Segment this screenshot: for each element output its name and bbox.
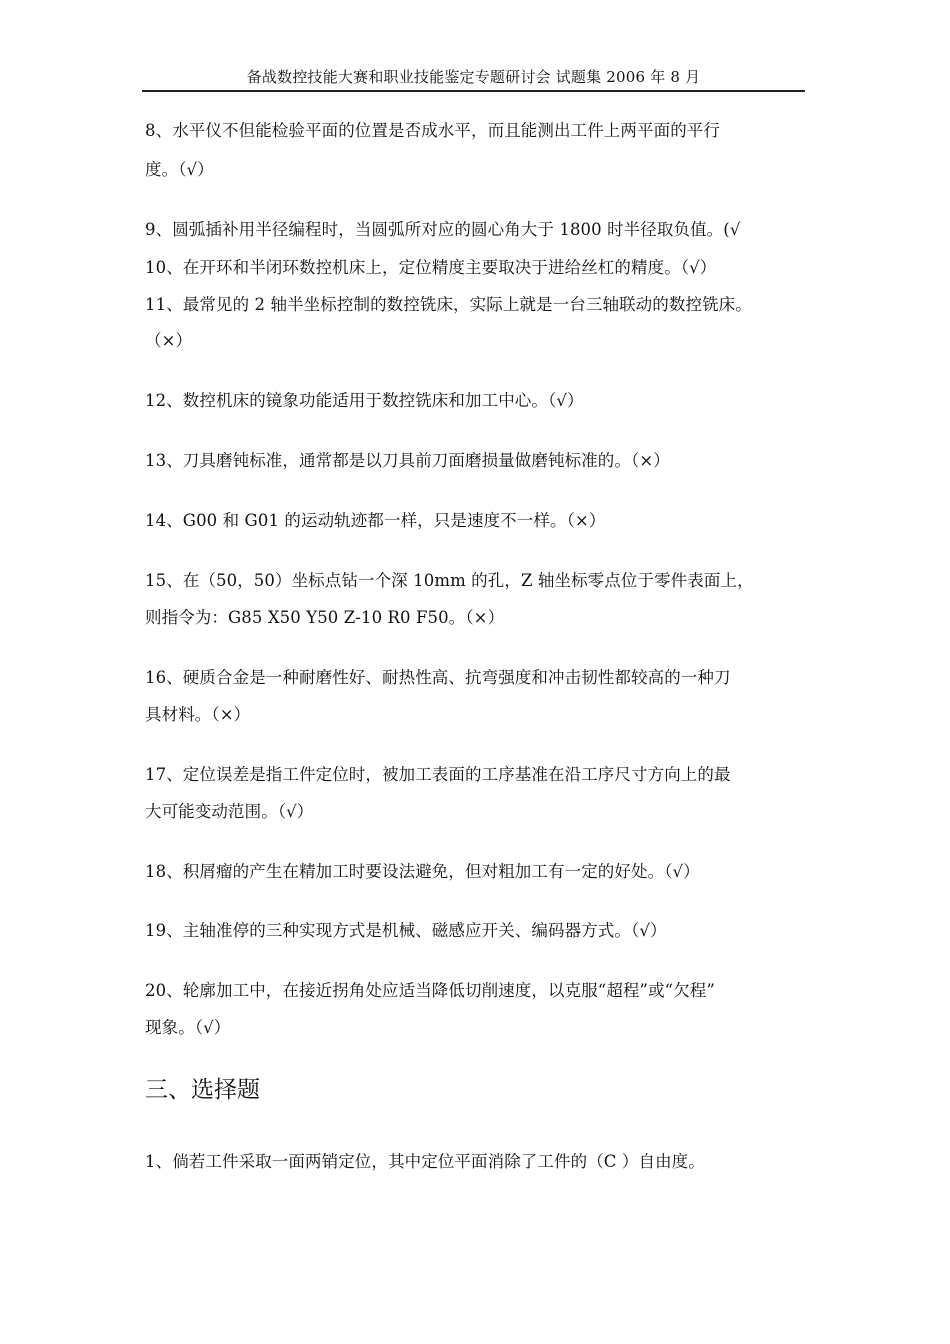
question-19: 19、主轴准停的三种实现方式是机械、磁感应开关、编码器方式。（√）	[145, 921, 667, 940]
question-16-line-1: 16、硬质合金是一种耐磨性好、耐热性高、抗弯强度和冲击韧性都较高的一种刀	[145, 668, 731, 687]
question-11-line-2: （×）	[145, 331, 193, 350]
question-12: 12、数控机床的镜象功能适用于数控铣床和加工中心。（√）	[145, 391, 584, 410]
question-10: 10、在开环和半闭环数控机床上，定位精度主要取决于进给丝杠的精度。（√）	[145, 258, 717, 277]
question-20-line-1: 20、轮廓加工中，在接近拐角处应适当降低切削速度，以克服“超程”或“欠程”	[145, 981, 715, 1000]
section-heading: 三、选择题	[145, 1077, 260, 1103]
question-17-line-2: 大可能变动范围。（√）	[145, 802, 314, 821]
question-18: 18、积屑瘤的产生在精加工时要设法避免，但对粗加工有一定的好处。（√）	[145, 862, 700, 881]
question-16-line-2: 具材料。（×）	[145, 705, 251, 724]
question-13: 13、刀具磨钝标准，通常都是以刀具前刀面磨损量做磨钝标准的。（×）	[145, 451, 670, 470]
question-9: 9、圆弧插补用半径编程时，当圆弧所对应的圆心角大于 1800 时半径取负值。(√	[145, 220, 741, 239]
question-14: 14、G00 和 G01 的运动轨迹都一样，只是速度不一样。（×）	[145, 511, 606, 530]
question-15-line-2: 则指令为：G85 X50 Y50 Z-10 R0 F50。（×）	[145, 608, 505, 627]
question-8-line-2: 度。（√）	[145, 160, 214, 179]
page-header: 备战数控技能大赛和职业技能鉴定专题研讨会 试题集 2006 年 8 月	[142, 66, 805, 92]
question-20-line-2: 现象。（√）	[145, 1018, 231, 1037]
choice-question-1: 1、倘若工件采取一面两销定位，其中定位平面消除了工件的（C ）自由度。	[145, 1152, 705, 1171]
question-11-line-1: 11、最常见的 2 轴半坐标控制的数控铣床，实际上就是一台三轴联动的数控铣床。	[145, 295, 752, 314]
question-8-line-1: 8、水平仪不但能检验平面的位置是否成水平，而且能测出工件上两平面的平行	[145, 121, 720, 140]
question-15-line-1: 15、在（50，50）坐标点钻一个深 10mm 的孔，Z 轴坐标零点位于零件表面上，	[145, 571, 754, 590]
question-17-line-1: 17、定位误差是指工件定位时，被加工表面的工序基准在沿工序尺寸方向上的最	[145, 765, 731, 784]
